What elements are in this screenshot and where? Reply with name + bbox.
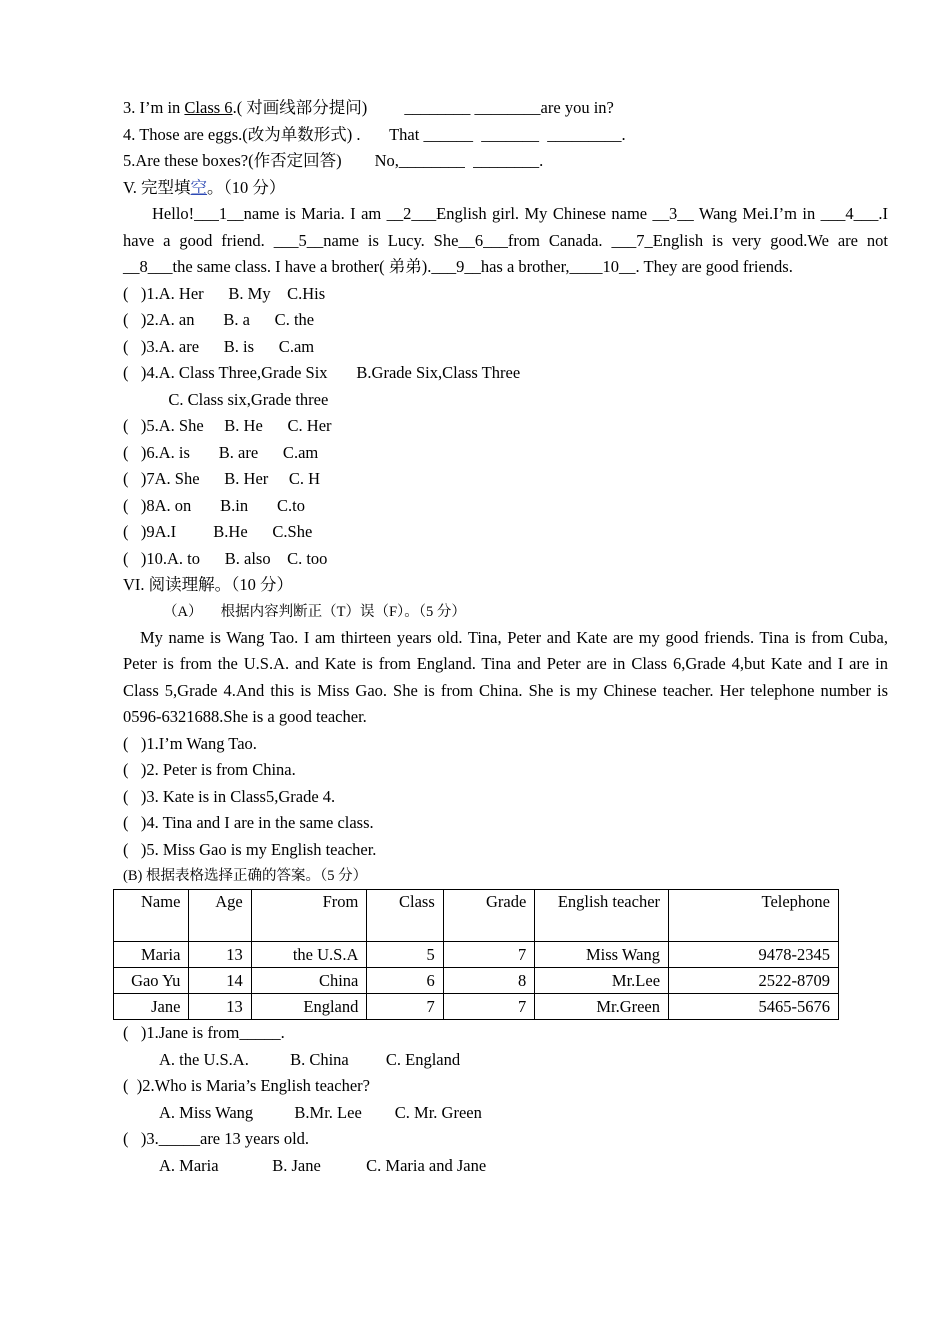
table-header-cell: From — [251, 890, 367, 942]
table-header-cell: Age — [189, 890, 251, 942]
cloze-item: ( )5.A. She B. He C. Her — [123, 416, 332, 435]
mc-options: A. the U.S.A. B. China C. England — [159, 1049, 461, 1069]
section-5-link[interactable]: 空 — [190, 177, 208, 197]
mc-question: ( )1.Jane is from_____. — [123, 1023, 285, 1042]
table-cell: Maria — [114, 942, 189, 968]
table-cell: England — [251, 994, 367, 1020]
table-cell: China — [251, 968, 367, 994]
table-cell: Miss Wang — [535, 942, 669, 968]
mc-options: A. Miss Wang B.Mr. Lee C. Mr. Green — [159, 1102, 482, 1122]
question-5: 5.Are these boxes?(作否定回答) No,________ ________. — [123, 151, 544, 170]
tf-item: ( )1.I’m Wang Tao. — [123, 733, 257, 753]
cloze-item: ( )7A. She B. Her C. H — [123, 469, 321, 488]
table-header-cell: Grade — [443, 890, 535, 942]
cloze-item: ( )2.A. an B. a C. the — [123, 310, 315, 329]
question-4: 4. Those are eggs.(改为单数形式) . That ______ _______ _________. — [123, 124, 626, 144]
worksheet-page — [123, 95, 888, 1179]
cloze-item: ( )4.A. Class Three,Grade Six B.Grade Six,Class Three — [123, 363, 521, 382]
table-cell: 14 — [189, 968, 251, 994]
cloze-item: C. Class six,Grade three — [123, 389, 329, 409]
table-cell: 5 — [367, 942, 443, 968]
table-cell: 7 — [443, 942, 535, 968]
table-header-row — [114, 890, 839, 942]
cloze-item: ( )8A. on B.in C.to — [123, 495, 305, 515]
part-a-instructions: （A） 根据内容判断正（T）误（F）。（5 分） — [163, 603, 466, 620]
table-cell: 13 — [189, 942, 251, 968]
table-cell: Gao Yu — [114, 968, 189, 994]
cloze-item: ( )3.A. are B. is C.am — [123, 336, 315, 356]
cloze-item: ( )1.A. Her B. My C.His — [123, 283, 326, 303]
table-cell: 7 — [443, 994, 535, 1020]
cloze-item: ( )10.A. to B. also C. too — [123, 548, 328, 568]
table-cell: 6 — [367, 968, 443, 994]
part-b-instructions: (B) 根据表格选择正确的答案。（5 分） — [123, 868, 368, 884]
cloze-passage: Hello!___1__name is Maria. I am __2___English girl. My Chinese name __3__ Wang Mei.I’m in ___4___.I have a good friend. ___5__name is Lucy. She__6___from Canada. ___7_English is very good.We are not __8___the same class. I have a brother( 弟弟).___9__has a brother,____10__. They are good friends. — [123, 204, 888, 276]
table-cell: Jane — [114, 994, 189, 1020]
table-row — [114, 968, 839, 994]
cloze-item: ( )6.A. is B. are C.am — [123, 442, 319, 462]
table-row — [114, 994, 839, 1020]
table-header-cell: Name — [114, 890, 189, 942]
tf-item: ( )3. Kate is in Class5,Grade 4. — [123, 786, 336, 806]
section-5-title: V. 完型填空。（10 分） — [123, 177, 286, 197]
mc-question: ( )3._____are 13 years old. — [123, 1129, 310, 1148]
table-header-cell: English teacher — [535, 890, 669, 942]
table-cell: Mr.Lee — [535, 968, 669, 994]
underlined-phrase: Class 6 — [184, 98, 233, 117]
table-cell: 13 — [189, 994, 251, 1020]
table-cell: 2522-8709 — [669, 968, 839, 994]
table-cell: 5465-5676 — [669, 994, 839, 1020]
tf-item: ( )4. Tina and I are in the same class. — [123, 813, 374, 832]
tf-item: ( )2. Peter is from China. — [123, 760, 296, 779]
question-3: 3. I’m in Class 6.( 对画线部分提问) ________ ________are you in? — [123, 98, 614, 117]
table-cell: Mr.Green — [535, 994, 669, 1020]
tf-item: ( )5. Miss Gao is my English teacher. — [123, 839, 377, 859]
table-cell: the U.S.A — [251, 942, 367, 968]
section-6-title: VI. 阅读理解。（10 分） — [123, 575, 294, 594]
table-cell: 8 — [443, 968, 535, 994]
info-table — [113, 889, 839, 1020]
table-cell: 9478-2345 — [669, 942, 839, 968]
reading-passage: My name is Wang Tao. I am thirteen years old. Tina, Peter and Kate are my good friends. Tina is from Cuba, Peter is from the U.S.A. and Kate is from England. Tina and Peter are in Class 6,Grade 4,but Kate and I are in Class 5,Grade 4.And this is Miss Gao. She is from China. She is my Chinese teacher. Her telephone number is 0596-6321688.She is a good teacher. — [123, 627, 888, 726]
table-header-cell: Class — [367, 890, 443, 942]
table-row — [114, 942, 839, 968]
cloze-item: ( )9A.I B.He C.She — [123, 522, 313, 541]
mc-options: A. Maria B. Jane C. Maria and Jane — [159, 1155, 487, 1175]
mc-question: ( )2.Who is Maria’s English teacher? — [123, 1076, 370, 1095]
table-header-cell: Telephone — [669, 890, 839, 942]
table-cell: 7 — [367, 994, 443, 1020]
